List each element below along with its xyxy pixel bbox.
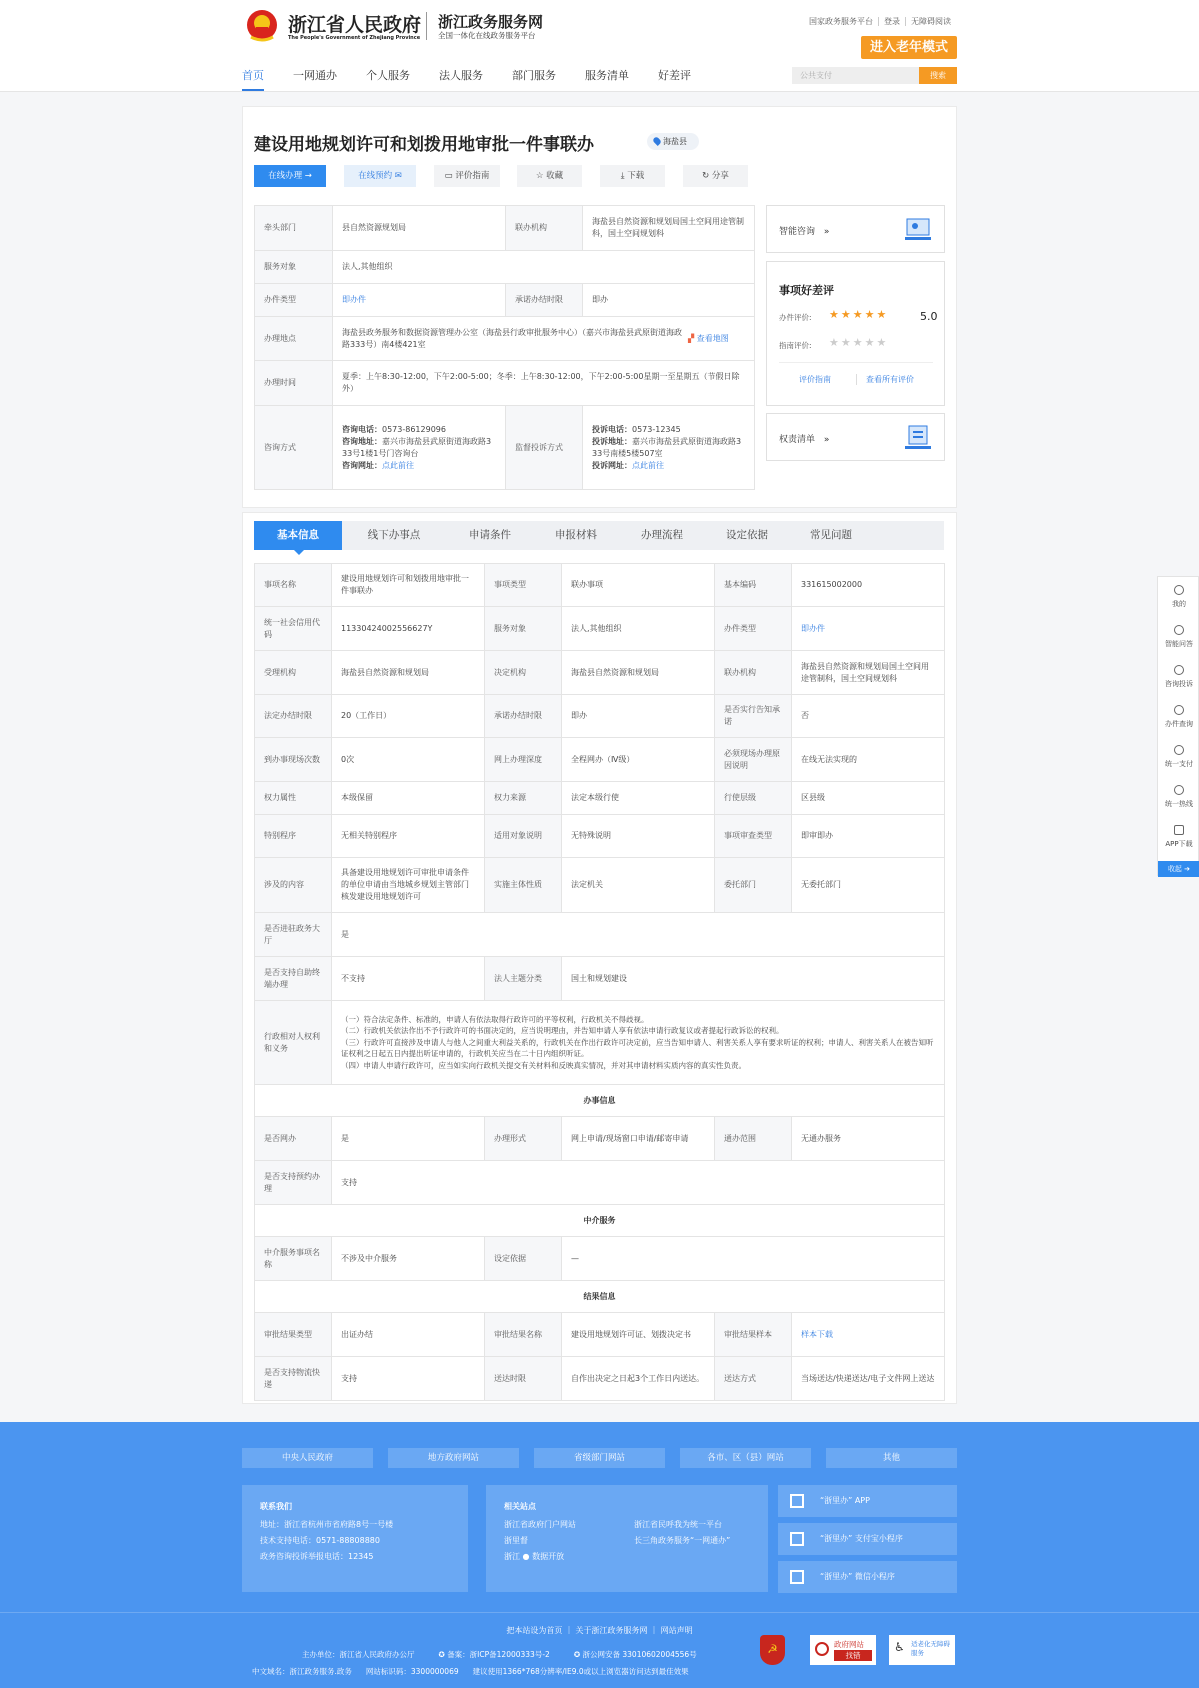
section-heading: 结果信息 [255, 1281, 945, 1313]
smart-consult-box[interactable] [766, 205, 945, 253]
map-icon: ▞ [688, 333, 695, 343]
rail-my[interactable] [1158, 585, 1199, 609]
right-toolbar [1157, 576, 1199, 876]
search-button[interactable]: 搜索 [919, 67, 957, 84]
type-value[interactable]: 即办件 [333, 284, 506, 317]
contact-value [333, 406, 506, 490]
wechat-label: “浙里办” 微信小程序 [820, 1572, 895, 1581]
cell-value: 海盐县自然资源和规划局 [562, 651, 715, 695]
table-row [255, 1357, 945, 1401]
location-tag [647, 133, 699, 150]
cell-key: 是否支持预约办理 [255, 1161, 332, 1205]
share-label: 分享 [711, 171, 729, 181]
cell-value: 无通办服务 [792, 1117, 945, 1161]
magnifier-icon [815, 1642, 829, 1656]
badge-line: 政府网站 [834, 1640, 864, 1649]
search-input[interactable]: 公共支付 [792, 67, 919, 84]
share-icon: ↻ [702, 171, 710, 181]
contact-title: 联系我们 [260, 1502, 292, 1511]
cell-key: 行政相对人权利和义务 [255, 1001, 332, 1085]
table-row [255, 1281, 945, 1313]
case-rating-stars: ★★★★★ [829, 308, 889, 321]
tab-faq[interactable]: 常见问题 [810, 529, 852, 541]
nav-corporate[interactable]: 法人服务 [439, 69, 483, 82]
nav-personal[interactable]: 个人服务 [366, 69, 410, 82]
cell-key: 是否网办 [255, 1117, 332, 1161]
cell-value: 11330424002556627Y [332, 607, 485, 651]
consult-address: 嘉兴市海盐县武原街道海政路333号1楼1号门咨询台 [342, 436, 492, 458]
about-link[interactable]: 关于浙江政务服务网 [575, 1626, 648, 1635]
complain-key: 监督投诉方式 [506, 406, 583, 490]
rating-box [766, 261, 945, 406]
service-net-name[interactable]: 浙江政务服务网 [438, 13, 544, 31]
active-tab-indicator-icon [294, 550, 304, 555]
rights-value [332, 1001, 945, 1085]
power-list-illustration-icon [903, 424, 933, 452]
cell-value: 海盐县自然资源和规划局国土空间用途管制科，国土空间规划科 [792, 651, 945, 695]
case-rating-key: 办件评价: [779, 313, 812, 322]
wechat-link[interactable] [778, 1561, 957, 1593]
cell-key: 到办事现场次数 [255, 738, 332, 782]
footer-link-central[interactable]: 中央人民政府 [242, 1448, 373, 1468]
statement-link[interactable]: 网站声明 [660, 1626, 693, 1635]
cell-value: 网上申请/现场窗口申请/邮寄申请 [562, 1117, 715, 1161]
tab-process[interactable]: 办理流程 [641, 529, 683, 541]
gov-site-error-badge[interactable] [810, 1635, 876, 1665]
table-row [255, 1117, 945, 1161]
promise-key: 承诺办结时限 [506, 284, 583, 317]
promise-value: 即办 [583, 284, 755, 317]
download-button[interactable] [600, 165, 665, 187]
place-key: 办理地点 [255, 317, 333, 361]
double-arrow-icon: » [823, 435, 830, 445]
cell-value: 具备建设用地规划许可审批申请条件的单位申请由当地城乡规划主管部门核发建设用地规划许可 [332, 858, 485, 913]
sample-download-link[interactable]: 样本下载 [792, 1313, 945, 1357]
cell-key: 是否实行告知承诺 [715, 695, 792, 738]
cell-key: 通办范围 [715, 1117, 792, 1161]
table-row [255, 564, 945, 607]
rail-query-label: 办件查询 [1165, 720, 1193, 728]
cell-key: 受理机构 [255, 651, 332, 695]
police-emblem-icon: ✪ [438, 1650, 445, 1659]
complain-value [583, 406, 755, 490]
cell-value: 即办 [562, 695, 715, 738]
cell-value: 331615002000 [792, 564, 945, 607]
set-home-link[interactable]: 把本站设为首页 [506, 1626, 563, 1635]
cell-key: 设定依据 [485, 1237, 562, 1281]
rating-title: 事项好差评 [779, 284, 834, 297]
rail-collapse-button[interactable] [1158, 861, 1199, 877]
table-row [255, 1085, 945, 1117]
cell-key: 统一社会信用代码 [255, 607, 332, 651]
party-emblem-icon: ☭ [760, 1635, 785, 1665]
cell-key: 适用对象说明 [485, 815, 562, 858]
tab-basis[interactable]: 设定依据 [726, 529, 768, 541]
info-table [254, 205, 755, 490]
rail-qa-label: 智能问答 [1165, 640, 1193, 648]
footer-link-province[interactable]: 省级部门网站 [534, 1448, 665, 1468]
clock-icon [1174, 705, 1184, 715]
online-appointment-label: 在线预约 [358, 171, 393, 181]
cell-key: 基本编码 [715, 564, 792, 607]
view-map-link[interactable] [688, 333, 729, 345]
gov-name-en: The People's Government of Zhejiang Province [288, 35, 421, 41]
cell-value: 建设用地规划许可证、划拨决定书 [562, 1313, 715, 1357]
table-row [255, 738, 945, 782]
cell-value: 0次 [332, 738, 485, 782]
cell-key: 服务对象 [485, 607, 562, 651]
complain-phone-key: 投诉电话： [592, 424, 632, 434]
rating-guide-button[interactable] [434, 165, 500, 187]
related-link[interactable]: 浙江省民呼我为统一平台 [634, 1520, 722, 1529]
elder-accessibility-badge[interactable] [889, 1635, 955, 1665]
cell-key: 承诺办结时限 [485, 695, 562, 738]
cell-value: — [562, 1237, 945, 1281]
cell-value: 出证办结 [332, 1313, 485, 1357]
rail-hotline[interactable] [1158, 785, 1199, 809]
cell-value: 法人,其他组织 [562, 607, 715, 651]
mail-icon: ✉ [394, 171, 402, 181]
consult-phone-key: 咨询电话： [342, 424, 382, 434]
cell-key: 送达方式 [715, 1357, 792, 1401]
related-link[interactable]: 长三角政务服务“一网通办” [634, 1536, 731, 1545]
joint-org-key: 联办机构 [506, 206, 583, 251]
cell-value: 不涉及中介服务 [332, 1237, 485, 1281]
favorite-label: 收藏 [546, 171, 564, 181]
nav-one-net[interactable]: 一网通办 [293, 69, 337, 82]
cell-key: 办件类型 [715, 607, 792, 651]
table-row [255, 957, 945, 1001]
cell-value: 无委托部门 [792, 858, 945, 913]
accessibility-link[interactable]: 无障碍阅读 [905, 17, 956, 26]
section-heading: 中介服务 [255, 1205, 945, 1237]
cell-value: 否 [792, 695, 945, 738]
basic-info-rows [255, 564, 945, 1401]
cell-key: 审批结果类型 [255, 1313, 332, 1357]
header-divider [426, 12, 427, 40]
cell-key: 法人主题分类 [485, 957, 562, 1001]
rail-query[interactable] [1158, 705, 1199, 729]
star-icon: ☆ [535, 171, 544, 181]
arrow-right-icon: ➔ [1184, 865, 1191, 873]
badge-line: 适老化无障碍服务 [911, 1640, 950, 1657]
related-title: 相关站点 [504, 1502, 536, 1511]
wheelchair-icon: ♿ [894, 1640, 905, 1654]
place-cell [333, 317, 755, 361]
joint-org-value: 海盐县自然资源和规划局国土空间用途管制科，国土空间规划科 [583, 206, 755, 251]
yen-icon [1174, 745, 1184, 755]
footer-info-1 [302, 1649, 697, 1660]
cell-value: 法定本级行使 [562, 782, 715, 815]
smart-consult-label [779, 224, 829, 237]
contact-line: 地址：浙江省杭州市省府路8号一号楼 [260, 1520, 394, 1529]
footer-bottom-links: 把本站设为首页 ｜ 关于浙江政务服务网 ｜ 网站声明 [506, 1626, 693, 1635]
consult-url-link[interactable]: 点此前往 [382, 460, 414, 470]
domain-name: 中文域名：浙江政务服务.政务 [252, 1667, 352, 1676]
national-platform-link[interactable]: 国家政务服务平台 [809, 17, 873, 26]
guide-rating-key: 指南评价: [779, 341, 812, 350]
cell-value: 无相关特别程序 [332, 815, 485, 858]
online-appointment-button[interactable] [344, 165, 416, 187]
rating-guide-label: 评价指南 [455, 171, 490, 181]
complain-address: 嘉兴市海盐县武原街道海政路333号南楼5楼507室 [592, 436, 742, 458]
cell-key: 中介服务事项名称 [255, 1237, 332, 1281]
rail-app-label: APP下载 [1165, 840, 1193, 848]
power-list-box[interactable] [766, 413, 945, 461]
target-value: 法人,其他组织 [333, 251, 755, 284]
cell-key: 联办机构 [715, 651, 792, 695]
cell-value: 联办事项 [562, 564, 715, 607]
cell-value: 本级保留 [332, 782, 485, 815]
rail-my-label: 我的 [1172, 600, 1186, 608]
share-button[interactable] [683, 165, 748, 187]
cell-key: 送达时限 [485, 1357, 562, 1401]
table-row [255, 782, 945, 815]
rights-line: （四）申请人申请行政许可，应当如实向行政机关提交有关材料和反映真实情况，并对其申请材料实质内容的真实性负责。 [341, 1060, 746, 1070]
table-row [255, 858, 945, 913]
cell-value: 法定机关 [562, 858, 715, 913]
power-list-text: 权责清单 [779, 435, 816, 445]
place-value: 海盐县政务服务和数据资源管理办公室（海盐县行政审批服务中心）（嘉兴市海盐县武原街道海政路333号）南4楼421室 [342, 327, 682, 349]
contact-key: 咨询方式 [255, 406, 333, 490]
qr-code-icon [790, 1494, 804, 1508]
footer-link-other[interactable]: 其他 [826, 1448, 957, 1468]
cell-value: 无特殊说明 [562, 815, 715, 858]
download-icon: ⤓ [620, 171, 625, 181]
national-emblem-icon [245, 7, 279, 43]
cell-value: 全程网办（Ⅳ级） [562, 738, 715, 782]
footer-link-city[interactable]: 各市、区（县）网站 [680, 1448, 811, 1468]
cell-key: 审批结果样本 [715, 1313, 792, 1357]
consult-address-key: 咨询地址： [342, 436, 382, 446]
cell-value: 海盐县自然资源和规划局 [332, 651, 485, 695]
rail-payment[interactable] [1158, 745, 1199, 769]
rights-line: （三）行政许可直接涉及申请人与他人之间重大利益关系的，行政机关在作出行政许可决定前，应当告知申请人、利害关系人享有要求听证的权利；申请人、利害关系人在被告知听证权利之日起五日内提出听证申请的，行政机关应当在二十日内组织听证。 [341, 1037, 934, 1059]
mobile-icon [1174, 825, 1184, 835]
target-key: 服务对象 [255, 251, 333, 284]
online-handle-button[interactable] [254, 165, 326, 187]
link-divider [856, 374, 857, 385]
consult-illustration-icon [903, 216, 933, 244]
cell-key: 法定办结时限 [255, 695, 332, 738]
time-value: 夏季：上午8:30-12:00，下午2:00-5:00；冬季：上午8:30-12:00，下午2:00-5:00星期一至星期五（节假日除外） [333, 361, 755, 406]
location-label: 海盐县 [663, 137, 687, 146]
nav-service-list[interactable]: 服务清单 [585, 69, 629, 82]
cell-value: 自作出决定之日起3个工作日内送达。 [562, 1357, 715, 1401]
rail-collapse-label: 收起 [1167, 865, 1182, 873]
rights-line: （一）符合法定条件、标准的，申请人有依法取得行政许可的平等权利，行政机关不得歧视。 [341, 1014, 649, 1024]
alipay-label: “浙里办” 支付宝小程序 [820, 1534, 903, 1543]
table-row [255, 607, 945, 651]
elder-mode-button[interactable]: 进入老年模式 [861, 36, 957, 59]
download-label: 下载 [627, 171, 645, 181]
user-icon [1174, 585, 1184, 595]
all-ratings-link[interactable]: 查看所有评价 [866, 375, 914, 384]
cell-key: 权力属性 [255, 782, 332, 815]
alipay-link[interactable] [778, 1523, 957, 1555]
cell-key: 权力来源 [485, 782, 562, 815]
rail-complaint[interactable] [1158, 665, 1199, 689]
cell-key: 是否支持自助终端办理 [255, 957, 332, 1001]
cell-key: 涉及的内容 [255, 858, 332, 913]
rating-divider [779, 362, 933, 363]
organizer: 主办单位：浙江省人民政府办公厅 [302, 1650, 415, 1659]
table-row [255, 913, 945, 957]
site-code: 网站标识码：3300000069 [365, 1667, 459, 1676]
table-row [255, 1161, 945, 1205]
cell-key: 委托部门 [715, 858, 792, 913]
qr-code-icon [790, 1532, 804, 1546]
lead-dept-key: 牵头部门 [255, 206, 333, 251]
complain-url-link[interactable]: 点此前往 [632, 460, 664, 470]
case-rating-score: 5.0 [920, 310, 938, 323]
rights-line: （二）行政机关依法作出不予行政许可的书面决定的，应当说明理由，并告知申请人享有依法申请行政复议或者提起行政诉讼的权利。 [341, 1026, 784, 1036]
complain-phone: 0573-12345 [632, 424, 681, 434]
cell-key: 必须现场办理原因说明 [715, 738, 792, 782]
complain-address-key: 投诉地址： [592, 436, 632, 446]
table-row [255, 1237, 945, 1281]
cell-key: 实施主体性质 [485, 858, 562, 913]
related-link[interactable]: 浙江省政府门户网站 [504, 1520, 576, 1529]
nav-department[interactable]: 部门服务 [512, 69, 556, 82]
main-nav [242, 67, 720, 91]
cell-value: 区县级 [792, 782, 945, 815]
table-row [255, 1205, 945, 1237]
double-arrow-icon: » [823, 227, 830, 237]
service-net-subtitle: 全国一体化在线政务服务平台 [438, 31, 536, 40]
consult-url-key: 咨询网址： [342, 460, 382, 470]
footer-info-2 [252, 1666, 689, 1677]
guide-rating-stars: ★★★★★ [829, 336, 889, 349]
cell-value: 20（工作日） [332, 695, 485, 738]
type-key: 办件类型 [255, 284, 333, 317]
app-label: “浙里办” APP [820, 1496, 870, 1505]
table-row [255, 815, 945, 858]
basic-info-table [254, 563, 945, 1401]
alert-icon [1174, 665, 1184, 675]
cell-value: 当场送达/快递送达/电子文件网上送达 [792, 1357, 945, 1401]
nav-rating[interactable]: 好差评 [658, 69, 691, 82]
cell-value: 是 [332, 1117, 485, 1161]
comment-icon: ▭ [444, 171, 453, 181]
badge-line: 找错 [834, 1650, 872, 1661]
top-links [804, 16, 956, 27]
cell-key: 事项类型 [485, 564, 562, 607]
cell-value: 是 [332, 913, 945, 957]
page-title: 建设用地规划许可和划拨用地审批一件事联办 [254, 135, 594, 155]
cell-value: 支持 [332, 1357, 485, 1401]
rail-smart-qa[interactable] [1158, 625, 1199, 649]
icp-number[interactable]: 备案：浙ICP备12000333号-2 [447, 1650, 550, 1659]
cell-value-link[interactable]: 即办件 [792, 607, 945, 651]
arrow-right-icon: → [304, 171, 312, 181]
footer-link-local[interactable]: 地方政府网站 [388, 1448, 519, 1468]
contact-box [242, 1485, 468, 1592]
location-pin-icon [652, 136, 662, 146]
qr-code-icon [790, 1570, 804, 1584]
section-heading: 办事信息 [255, 1085, 945, 1117]
contact-line: 技术支持电话：0571-88808880 [260, 1536, 380, 1545]
online-handle-label: 在线办理 [268, 171, 303, 181]
police-emblem-icon: ✪ [573, 1650, 581, 1659]
cell-key: 办理形式 [485, 1117, 562, 1161]
gov-name[interactable]: 浙江省人民政府 [288, 14, 422, 36]
table-row [255, 695, 945, 738]
view-map-label: 查看地图 [696, 333, 729, 343]
cell-value: 支持 [332, 1161, 945, 1205]
time-key: 办理时间 [255, 361, 333, 406]
lead-dept-value: 县自然资源规划局 [333, 206, 506, 251]
table-row [255, 1001, 945, 1085]
rail-payment-label: 统一支付 [1165, 760, 1193, 768]
cell-key: 是否进驻政务大厅 [255, 913, 332, 957]
cell-key: 行使层级 [715, 782, 792, 815]
cell-value: 国土和规划建设 [562, 957, 945, 1001]
rail-app[interactable] [1158, 825, 1199, 849]
cell-key: 是否支持物流快递 [255, 1357, 332, 1401]
headset-icon [1174, 625, 1184, 635]
cell-value: 在线无法实现的 [792, 738, 945, 782]
smart-consult-text: 智能咨询 [779, 227, 816, 237]
rail-hotline-label: 统一热线 [1165, 800, 1193, 808]
related-sites-box [486, 1485, 768, 1592]
consult-phone: 0573-86129096 [382, 424, 446, 434]
complain-url-key: 投诉网址： [592, 460, 632, 470]
table-row [255, 1313, 945, 1357]
phone-icon [1174, 785, 1184, 795]
favorite-button[interactable] [517, 165, 582, 187]
cell-value: 即审即办 [792, 815, 945, 858]
cell-key: 审批结果名称 [485, 1313, 562, 1357]
tab-basic-info[interactable]: 基本信息 [254, 521, 342, 550]
detail-tabs [254, 521, 944, 550]
power-list-label [779, 432, 829, 445]
nav-home[interactable]: 首页 [242, 67, 264, 91]
related-link[interactable]: 浙江 ● 数据开放 [504, 1552, 565, 1561]
tab-offline-points[interactable]: 线下办事点 [367, 529, 421, 541]
table-row [255, 651, 945, 695]
browser-tip: 建议使用1366*768分辨率/IE9.0或以上浏览器访问达到最佳效果 [472, 1667, 689, 1676]
login-link[interactable]: 登录 [878, 17, 905, 26]
cell-key: 事项审查类型 [715, 815, 792, 858]
footer-bottom [0, 1612, 1199, 1688]
site-header [0, 0, 1199, 92]
cell-key: 特别程序 [255, 815, 332, 858]
cell-value: 建设用地规划许可和划拨用地审批一件事联办 [332, 564, 485, 607]
app-link[interactable] [778, 1485, 957, 1517]
cell-key: 网上办理深度 [485, 738, 562, 782]
cell-key: 决定机构 [485, 651, 562, 695]
contact-line: 政务咨询投诉举报电话：12345 [260, 1552, 374, 1561]
tab-materials[interactable]: 申报材料 [555, 529, 597, 541]
tab-conditions[interactable]: 申请条件 [469, 529, 511, 541]
rail-complaint-label: 咨询投诉 [1165, 680, 1193, 688]
rating-guide-link[interactable]: 评价指南 [799, 375, 831, 384]
cell-value: 不支持 [332, 957, 485, 1001]
police-number[interactable]: 浙公网安备 33010602004556号 [582, 1650, 697, 1659]
cell-key: 事项名称 [255, 564, 332, 607]
related-link[interactable]: 浙里督 [504, 1536, 528, 1545]
